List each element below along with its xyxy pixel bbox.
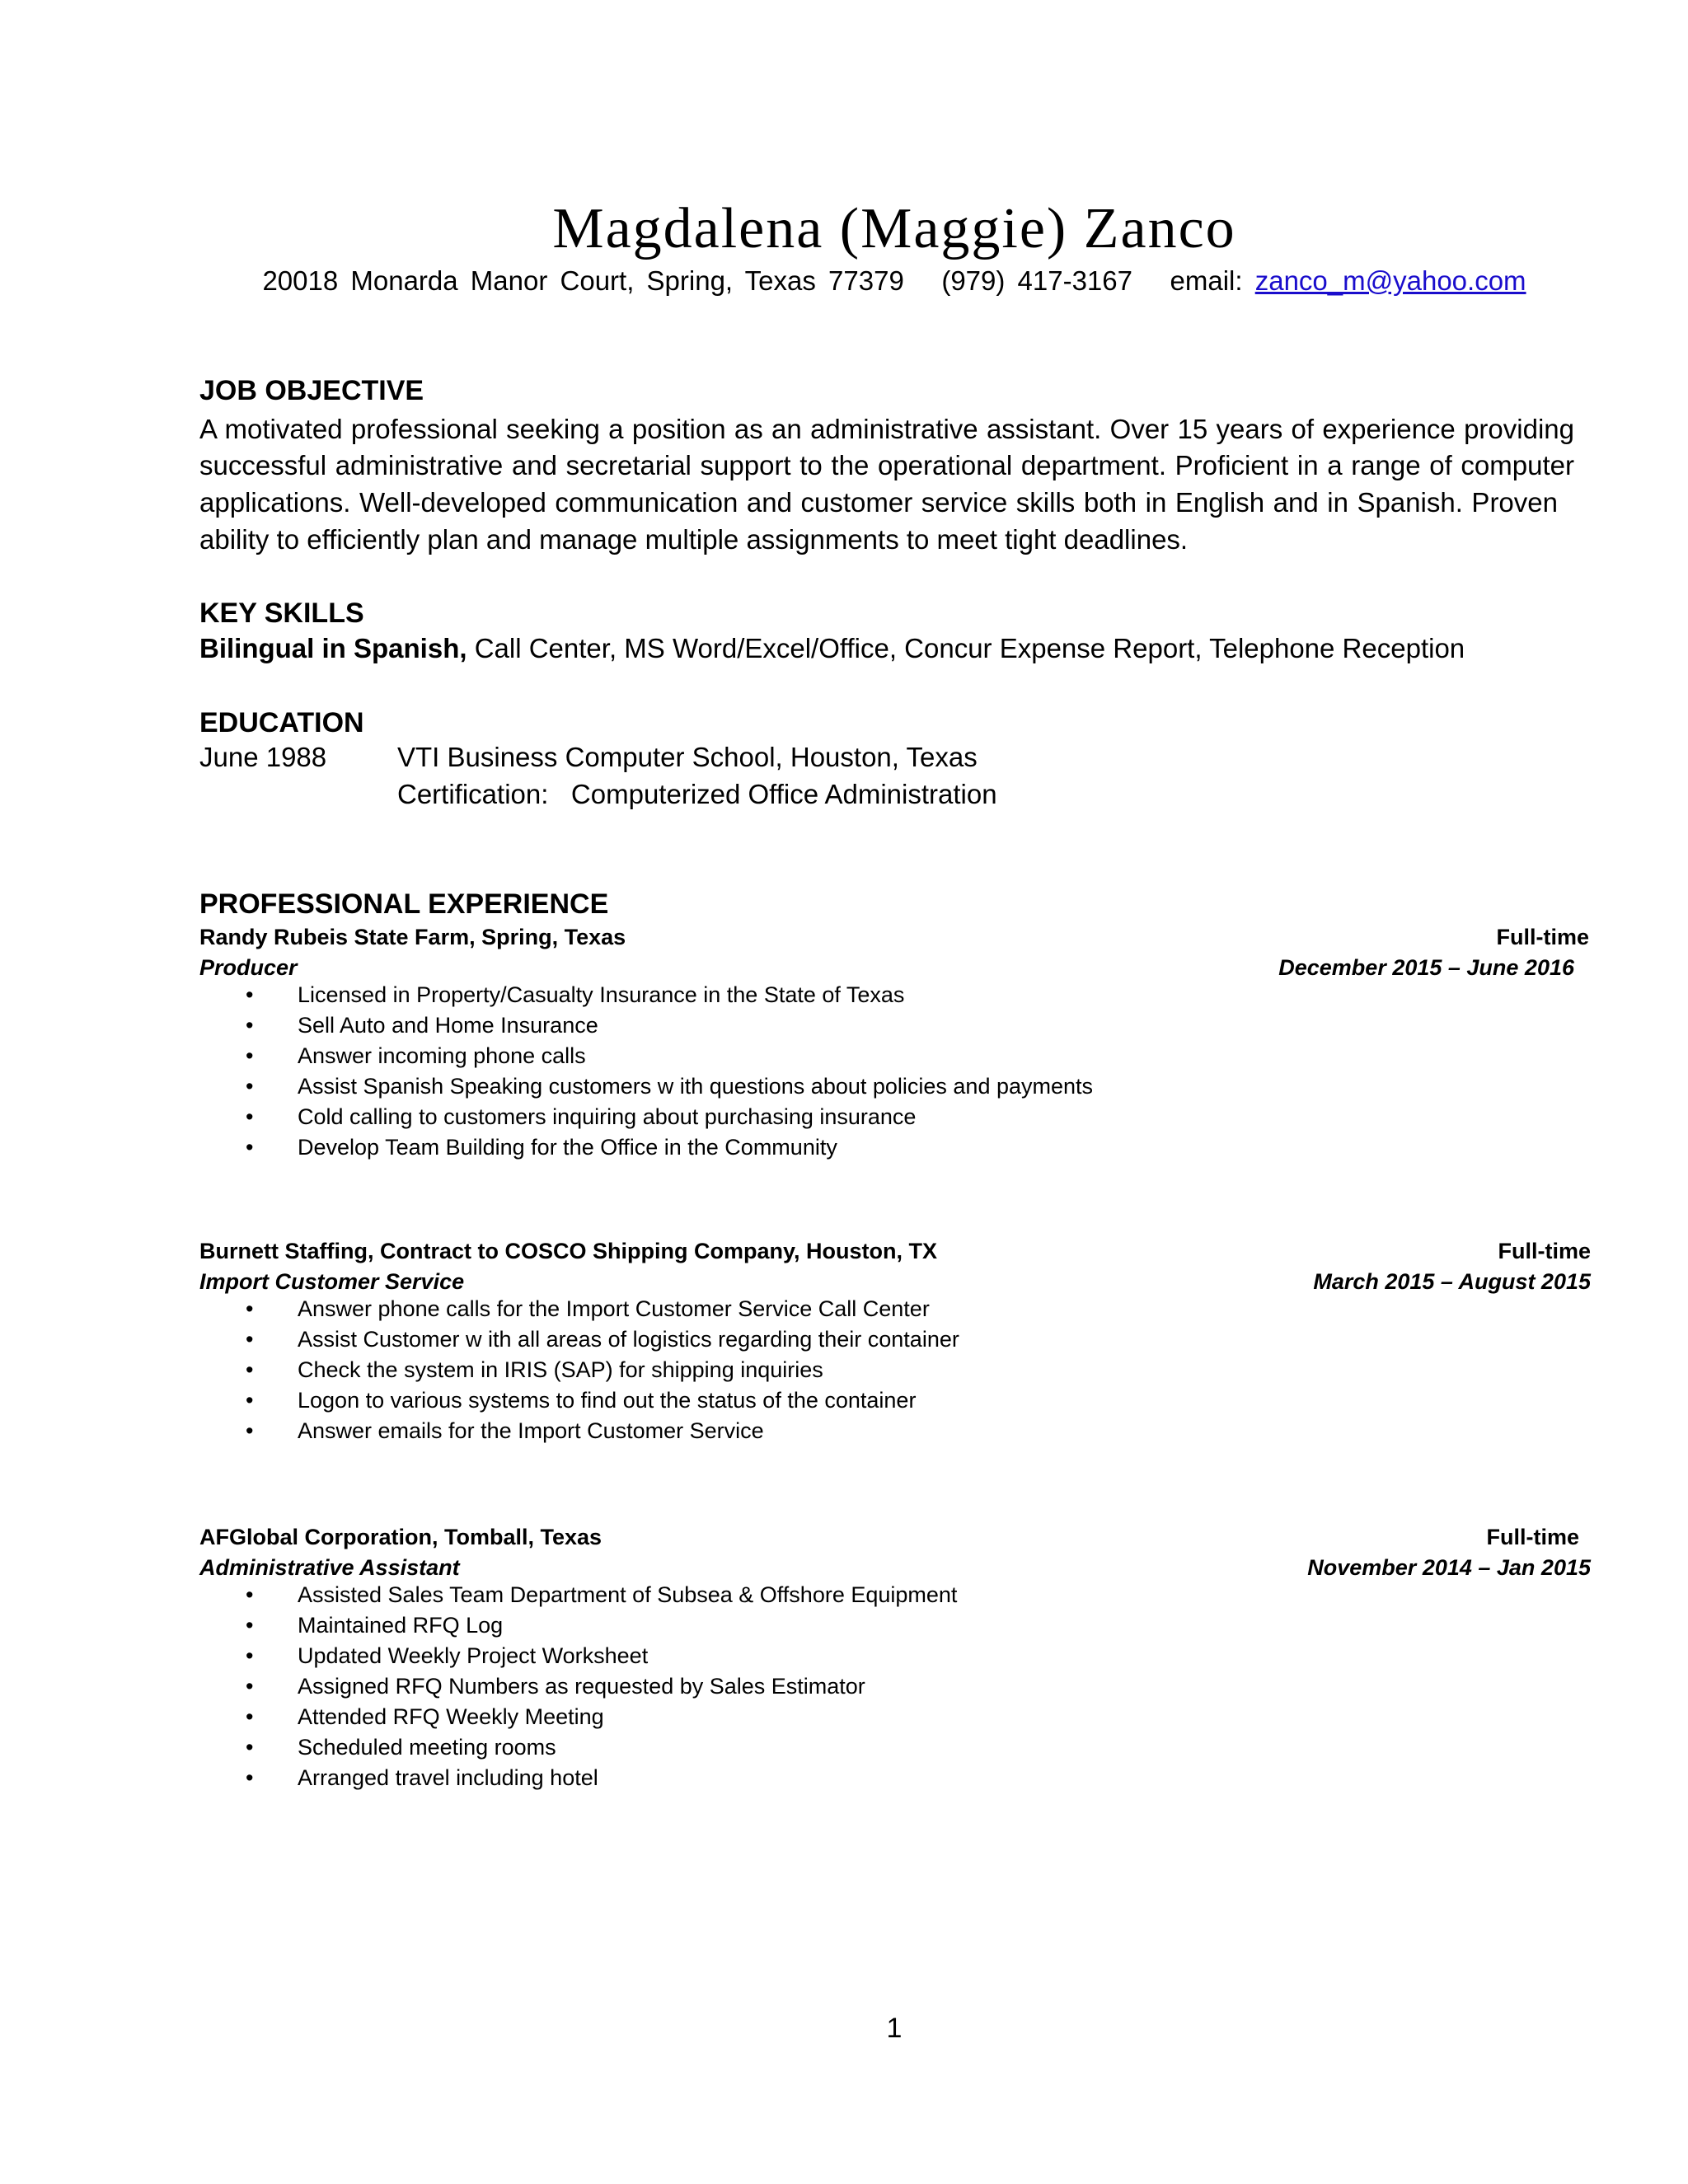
bullet-text: Answer emails for the Import Customer Service (298, 1418, 764, 1443)
bullet-text: Assisted Sales Team Department of Subsea & Offshore Equipment (298, 1582, 958, 1607)
list-item (0, 1135, 1688, 1165)
job-type: Full-time (1498, 1239, 1591, 1263)
education-school: VTI Business Computer School, Houston, Texas (397, 742, 978, 772)
bullet-icon: • (246, 1704, 254, 1729)
list-item (0, 1582, 1688, 1613)
bullet-text: Assist Customer w ith all areas of logistics regarding their container (298, 1327, 959, 1352)
education-heading: EDUCATION (199, 707, 364, 738)
bullet-text: Answer incoming phone calls (298, 1043, 586, 1068)
job-type: Full-time (1486, 1525, 1579, 1549)
list-item (0, 1418, 1688, 1449)
bullet-icon: • (246, 1135, 254, 1160)
bullet-icon: • (246, 1613, 254, 1638)
bullet-text: Attended RFQ Weekly Meeting (298, 1704, 604, 1729)
job-title: Administrative Assistant (199, 1555, 460, 1580)
certification-label: Certification: (397, 779, 549, 809)
bullet-icon: • (246, 1327, 254, 1352)
bullet-text: Develop Team Building for the Office in the Community (298, 1135, 837, 1160)
address: 20018 Monarda Manor Court, Spring, Texas 77379 (262, 265, 904, 296)
experience-heading: PROFESSIONAL EXPERIENCE (199, 888, 609, 920)
job-title: Import Customer Service (199, 1269, 465, 1294)
contact-line (0, 265, 1688, 297)
bullet-text: Arranged travel including hotel (298, 1765, 598, 1790)
bullet-text: Logon to various systems to find out the status of the container (298, 1388, 917, 1413)
list-item (0, 1043, 1688, 1074)
objective-line: applications. Well-developed communication and customer service skills both in English and in Spanish. Proven (199, 487, 1558, 518)
job-dates: December 2015 – June 2016 (1278, 955, 1574, 980)
list-item (0, 1357, 1688, 1388)
bullet-icon: • (246, 1296, 254, 1321)
list-item (0, 1074, 1688, 1104)
skills-heading: KEY SKILLS (199, 598, 364, 629)
resume-name: Magdalena (Maggie) Zanco (552, 197, 1236, 260)
bullet-text: Sell Auto and Home Insurance (298, 1013, 598, 1038)
list-item (0, 1388, 1688, 1418)
bullet-icon: • (246, 982, 254, 1007)
list-item (0, 1643, 1688, 1674)
list-item (0, 1613, 1688, 1643)
list-item (0, 1765, 1688, 1796)
bullet-text: Updated Weekly Project Worksheet (298, 1643, 649, 1668)
job-dates: March 2015 – August 2015 (1313, 1269, 1591, 1294)
certification-value: Computerized Office Administration (570, 779, 997, 809)
bullet-list (0, 982, 1688, 1165)
bullet-text: Answer phone calls for the Import Customer Service Call Center (298, 1296, 930, 1321)
objective-heading: JOB OBJECTIVE (199, 375, 424, 406)
bullet-text: Check the system in IRIS (SAP) for shipping inquiries (298, 1357, 823, 1382)
list-item (0, 1013, 1688, 1043)
list-item (0, 1296, 1688, 1327)
list-item (0, 1674, 1688, 1704)
email-link[interactable]: zanco_m@yahoo.com (1254, 265, 1526, 296)
list-item (0, 1327, 1688, 1357)
education-certification (397, 779, 997, 810)
phone: (979) 417-3167 (941, 265, 1132, 296)
objective-line: A motivated professional seeking a position as an administrative assistant. Over 15 years of experience providing (199, 414, 1574, 444)
bullet-icon: • (246, 1418, 254, 1443)
bullet-icon: • (246, 1765, 254, 1790)
objective-line: ability to efficiently plan and manage multiple assignments to meet tight deadlines. (199, 524, 1189, 555)
bullet-icon: • (246, 1674, 254, 1699)
bullet-text: Cold calling to customers inquiring about purchasing insurance (298, 1104, 917, 1129)
bullet-text: Assigned RFQ Numbers as requested by Sales Estimator (298, 1674, 865, 1699)
email-label: email: (1170, 265, 1243, 296)
bullet-icon: • (246, 1735, 254, 1760)
bullet-text: Maintained RFQ Log (298, 1613, 504, 1638)
bullet-text: Scheduled meeting rooms (298, 1735, 556, 1760)
list-item (0, 982, 1688, 1013)
bullet-list (0, 1582, 1688, 1796)
skills-bold: Bilingual in Spanish, (199, 633, 467, 663)
job-title: Producer (199, 955, 298, 980)
page-number: 1 (886, 2013, 903, 2044)
job-dates: November 2014 – Jan 2015 (1307, 1555, 1591, 1580)
bullet-text: Assist Spanish Speaking customers w ith questions about policies and payments (298, 1074, 1094, 1099)
job-type: Full-time (1496, 925, 1589, 949)
list-item (0, 1704, 1688, 1735)
bullet-icon: • (246, 1643, 254, 1668)
bullet-icon: • (246, 1013, 254, 1038)
job-company: Randy Rubeis State Farm, Spring, Texas (199, 925, 626, 949)
bullet-icon: • (246, 1357, 254, 1382)
bullet-list (0, 1296, 1688, 1449)
skills-line (199, 633, 1465, 664)
bullet-icon: • (246, 1043, 254, 1068)
list-item (0, 1735, 1688, 1765)
job-company: Burnett Staffing, Contract to COSCO Shipping Company, Houston, TX (199, 1239, 937, 1263)
education-date: June 1988 (199, 742, 327, 772)
bullet-icon: • (246, 1104, 254, 1129)
bullet-icon: • (246, 1582, 254, 1607)
bullet-icon: • (246, 1388, 254, 1413)
bullet-text: Licensed in Property/Casualty Insurance in the State of Texas (298, 982, 905, 1007)
job-company: AFGlobal Corporation, Tomball, Texas (199, 1525, 603, 1549)
objective-line: successful administrative and secretarial support to the operational department. Proficient in a range of computer (199, 450, 1574, 480)
list-item (0, 1104, 1688, 1135)
bullet-icon: • (246, 1074, 254, 1099)
skills-rest: Call Center, MS Word/Excel/Office, Concur Expense Report, Telephone Reception (474, 633, 1465, 663)
